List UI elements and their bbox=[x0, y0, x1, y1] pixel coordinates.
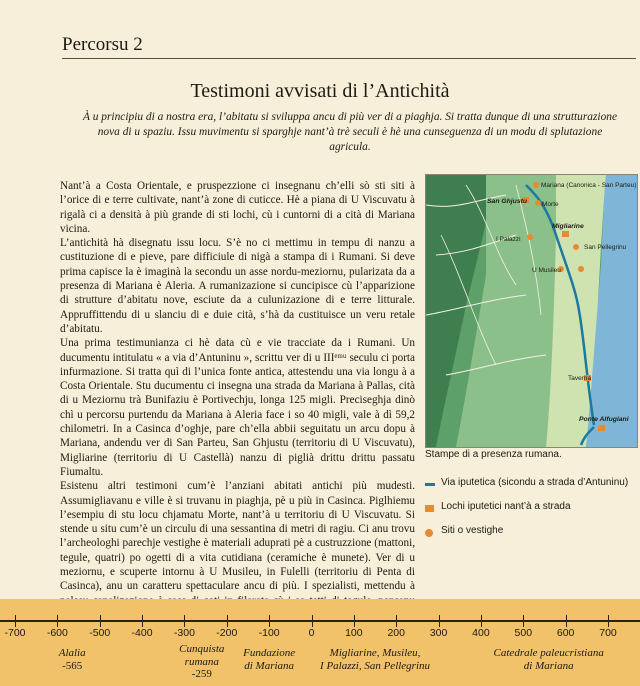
map-label-i-palazzi: I Palazzi bbox=[496, 236, 521, 243]
timeline-tick-label: 300 bbox=[429, 627, 448, 639]
legend-label: Lochi iputetici nant’à a strada bbox=[441, 501, 571, 512]
timeline-tick bbox=[57, 615, 58, 627]
timeline-tick bbox=[312, 615, 313, 627]
paragraph: Una prima testimunianza ci hè data cù e vie tracciate da i Rumani. Un ducumentu intitulatu « a via d’Antuninu », scrittu ver di u IIIᵉᵐᵘ seculu ci porta infurmazione. Si tratta quì di l’unica fonte antica, attestendu una via longu à a Costa Orientale. Stu ducumentu ci insegna una strada da Mariana à Pallas, cità di u Meziornu trà Bunifaziu è Portivechju, longa 125 migli. Preciseghja dinò chì u percorsu purtendu da Mariana à Aleria face i so 40 migli, vale à dì 59,2 chilometri. In a Casinca d’oghje, pare ch’ella abbii seguitatu un arcu dopu à Mariana, andendu ver di San Parteu, San Ghjustu (territoriu di U Viscuvatu), Migliarine (territoriu di U Castellà) nanzu di piglià drittu drittu passatu Fiumaltu. bbox=[60, 337, 415, 478]
timeline-event-label: Cunquista rumana bbox=[179, 643, 225, 668]
timeline-tick bbox=[142, 615, 143, 627]
timeline-tick bbox=[227, 615, 228, 627]
timeline-tick bbox=[566, 615, 567, 627]
timeline-band bbox=[0, 599, 640, 686]
timeline-tick-label: 100 bbox=[345, 627, 363, 639]
legend-item-sites bbox=[425, 523, 640, 547]
timeline-tick bbox=[439, 615, 440, 627]
timeline-event bbox=[494, 647, 604, 672]
map-graphic bbox=[426, 175, 637, 447]
timeline-event-label: Fundazione di Mariana bbox=[243, 647, 296, 672]
timeline-tick bbox=[608, 615, 609, 627]
timeline-tick-label: -500 bbox=[89, 627, 111, 639]
map-label-ponte-alfugiani: Ponte Alfugiani bbox=[579, 416, 629, 423]
timeline-tick bbox=[100, 615, 101, 627]
timeline-event bbox=[243, 647, 295, 672]
map-caption: Stampe di a presenza rumana. bbox=[425, 449, 562, 460]
timeline-tick-label: -700 bbox=[4, 627, 26, 639]
timeline-tick-label: -200 bbox=[216, 627, 238, 639]
article-lede: À u principiu di a nostra era, l’abitatu si sviluppa ancu di più ver di a piaghja. Si tratta dunque di una strutturazione nova di u spaziu. Issu muvimentu si sparghje nant’à trè seculi è hè una cunseguenza di un modu di splutazione agricula. bbox=[82, 111, 618, 153]
map-label-migliarine: Migliarine bbox=[552, 223, 584, 230]
timeline-event bbox=[320, 647, 430, 672]
roman-presence-map bbox=[425, 174, 638, 448]
paragraph: Esistenu altri testimoni cum’è l’anziani abitati antichi più mudesti. Assumigliavanu e ville è si truvanu in piaghja, pè u più in Casinca. Piglhiemu l’esempiu di stu locu chjamatu Morte, nant’à u territoriu di U Viscuvatu. Si stende u situ cum’è un circulu di una sessantina di metri di ragiu. Ci anu trovu l’archeologhi parechje vestighe è materiali aduprati pè a custruzzione (mattoni, tegule, quatri) po ogetti di a vita cutidiana (ceramiche è munete). Ver di u meziornu, e scuperte intornu à U Musileu, in Fulelli (territoriu di Penta di Casinca), anu un caratteru spettaculare ancu di più. I spezialisti, mettendu à bbox=[60, 480, 415, 593]
section-label: Percorsu 2 bbox=[62, 34, 143, 55]
timeline-tick-label: -100 bbox=[258, 627, 280, 639]
timeline-tick-label: 500 bbox=[514, 627, 533, 639]
timeline-event-date: -565 bbox=[62, 659, 83, 672]
timeline-tick-label: 400 bbox=[472, 627, 490, 639]
timeline-tick-label: 200 bbox=[387, 627, 405, 639]
timeline-tick-label: 600 bbox=[556, 627, 575, 639]
timeline-tick-label: -300 bbox=[173, 627, 195, 639]
paragraph: Nant’à a Costa Orientale, e pruspezzione ci insegnanu ch’elli sò sti siti à l’orice di e terre cultivate, nant’à zone di cuticce. Hè a piana di U Viscuvatu à rigalà ci a densità à più grande di sti lochi, cù i cuntorni di a cità di Mariana vicina. bbox=[60, 180, 415, 235]
timeline-tick-label: -400 bbox=[131, 627, 153, 639]
map-label-san-ghjustu: San Ghjustu bbox=[487, 198, 528, 205]
timeline-event-date: -259 bbox=[191, 668, 212, 680]
timeline-tick bbox=[15, 615, 16, 627]
legend-item-hypothetical-places bbox=[425, 499, 640, 523]
map-legend bbox=[425, 475, 640, 547]
timeline-event-label: Catedrale paleucristiana di Mariana bbox=[493, 647, 604, 672]
orange-dot-icon bbox=[425, 529, 433, 537]
timeline-axis bbox=[0, 620, 640, 622]
timeline-event-label: Migliarine, Musileu, I Palazzi, San Pellegrinu bbox=[320, 647, 431, 672]
timeline-event bbox=[179, 643, 224, 681]
timeline-event bbox=[59, 647, 86, 672]
legend-label: Siti o vestighe bbox=[441, 525, 504, 536]
timeline-tick bbox=[523, 615, 524, 627]
legend-item-road bbox=[425, 475, 640, 499]
road-line-icon bbox=[425, 483, 435, 486]
timeline-tick bbox=[396, 615, 397, 627]
orange-square-icon bbox=[425, 505, 434, 512]
map-label-morte: Morte bbox=[542, 201, 559, 208]
legend-label: Via iputetica (sicondu a strada d’Antuninu) bbox=[441, 477, 629, 488]
timeline-tick-label: -600 bbox=[46, 627, 68, 639]
map-label-taverna: Taverna bbox=[568, 375, 592, 382]
map-label-san-pellegrinu: San Pellegrinu bbox=[584, 244, 627, 251]
section-rule bbox=[62, 58, 636, 59]
timeline-tick-label: 0 bbox=[308, 627, 315, 639]
map-label-u-musileu: U Musileu bbox=[532, 267, 561, 274]
timeline-event-label: Alalia bbox=[58, 647, 86, 659]
timeline-tick bbox=[184, 615, 185, 627]
paragraph: L’antichità hà disegnatu issu locu. S’è no ci mettimu in tempu di nanzu a custituzione di e pieve, pare difficiule di nigà a stampa di i Rumani. Si deve prima capisce la è imaginà la secondu un asse nordu-meziornu, pularizata da a presenza di Mariana è Aleria. A rumanizazione si cuncipisce cù l’apparizione di strutture d’abitatu nove, esciute da a culunizazione di e terre litturale. Appruffittendu di u slanciu di e duie cità, s’hà da custituisce un veru retale d’abitatu. bbox=[60, 237, 415, 335]
article-body bbox=[60, 179, 415, 622]
timeline-tick-label: 700 bbox=[599, 627, 617, 639]
timeline-tick bbox=[269, 615, 270, 627]
article-title: Testimoni avvisati di l’Antichità bbox=[190, 80, 450, 102]
timeline-tick bbox=[481, 615, 482, 627]
map-label-mariana: Mariana (Canonica - San Parteu) bbox=[541, 182, 637, 189]
timeline-tick bbox=[354, 615, 355, 627]
